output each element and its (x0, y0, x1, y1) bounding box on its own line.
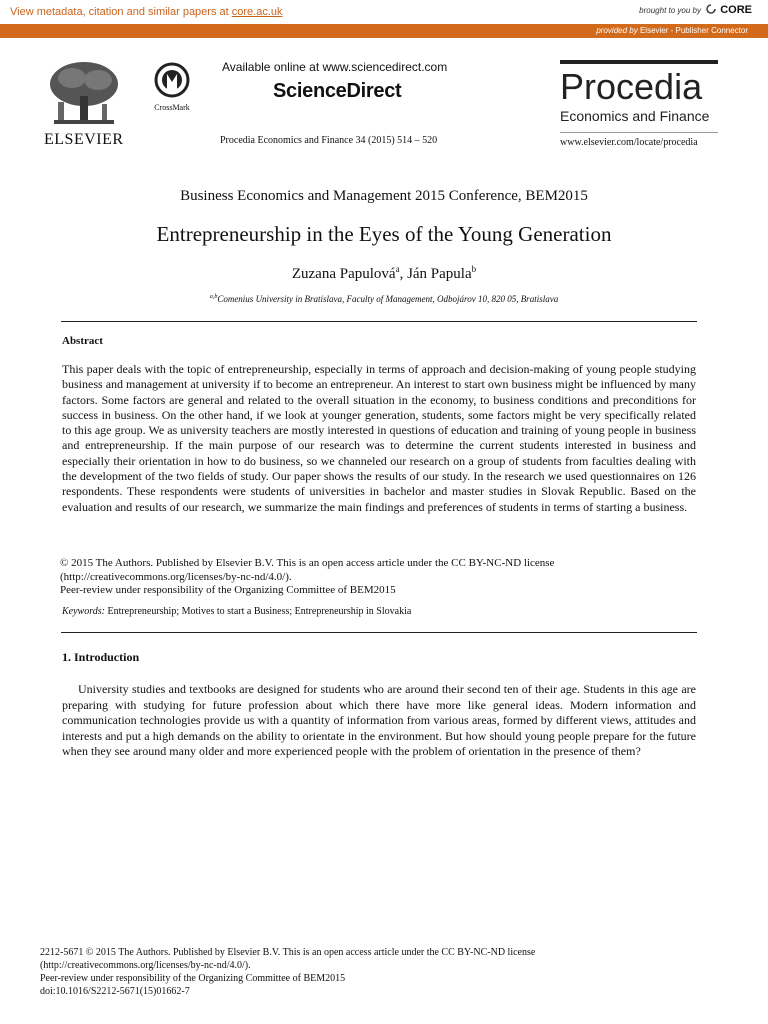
author-list (0, 264, 768, 283)
elsevier-wordmark: ELSEVIER (44, 131, 124, 148)
provider-bar (0, 24, 768, 38)
available-online: Available online at www.sciencedirect.com (222, 60, 448, 74)
crossmark-icon (154, 62, 190, 98)
sciencedirect-logo[interactable]: ScienceDirect (273, 80, 402, 102)
core-banner (0, 0, 768, 25)
procedia-url[interactable]: www.elsevier.com/locate/procedia (560, 137, 698, 148)
core-logo-icon (706, 4, 716, 14)
core-link-text[interactable]: core.ac.uk (231, 6, 283, 18)
divider-bottom (61, 632, 697, 633)
footer-line-3: Peer-review under responsibility of the Organizing Committee of BEM2015 (40, 973, 346, 984)
procedia-logo (560, 60, 720, 148)
conference-name: Business Economics and Management 2015 Conference, BEM2015 (180, 188, 588, 204)
core-link-prefix: View metadata, citation and similar papers at (10, 6, 232, 18)
license-line-3: Peer-review under responsibility of the Organizing Committee of BEM2015 (60, 584, 396, 596)
license-line-2[interactable]: (http://creativecommons.org/licenses/by-nc-nd/4.0/). (60, 570, 292, 583)
procedia-bottom-rule (560, 132, 718, 133)
abstract-heading: Abstract (62, 335, 103, 347)
core-brand-name: CORE (720, 4, 752, 16)
procedia-top-rule (560, 60, 718, 64)
license-line-1: © 2015 The Authors. Published by Elsevier B.V. This is an open access article under the CC BY-NC-ND license (60, 557, 555, 569)
affiliation-sup: a,b (209, 294, 218, 300)
core-brand[interactable] (639, 4, 752, 16)
abstract-text: This paper deals with the topic of entrepreneurship, especially in terms of approach and decision-making of young people studying business and management at university if to become an entrepreneur. An interest to start own business might be influenced by many factors. Some factors are general and related to the overall situation in the economy, to business conditions and preconditions for success in business. On the other hand, if we look at younger generation, students, some factors might be very specifically related to this age group. We as university teachers are mostly interested in questions of education and training of young people in business and entrepreneurship. If the main purpose of our research was to determine the current students interested in business and especially their orientation in how to do business, so we channeled our research on a group of students from faculties dealing with the development of the two fields of study. Our paper shows the results of our study. In the research we used questionnaires on 126 respondents. These respondents were students of universities in bachelor and master studies in Slovak Republic. Based on the evaluation and results of our research, we summarize the main findings and preferences of students in terms of starting a business. (62, 362, 696, 514)
crossmark-badge[interactable] (152, 62, 192, 110)
author-2-sup: b (471, 264, 477, 274)
provider-text (596, 26, 748, 35)
keywords (62, 606, 411, 617)
affiliation-text: Comenius University in Bratislava, Faculty of Management, Odbojárov 10, 820 05, Bratislava (217, 294, 559, 304)
footer-doi[interactable]: doi:10.1016/S2212-5671(15)01662-7 (40, 986, 190, 997)
author-1: Zuzana Papulová (291, 266, 396, 282)
core-brought-text: brought to you by (639, 6, 701, 15)
procedia-subtitle: Economics and Finance (560, 108, 710, 124)
core-metadata-link[interactable] (10, 6, 283, 18)
author-2: Ján Papula (407, 266, 472, 282)
provided-prefix: provided by (596, 26, 638, 35)
procedia-title: Procedia (560, 66, 703, 107)
author-1-sup: a (395, 264, 400, 274)
author-separator: , (399, 266, 408, 282)
page-footer (40, 946, 680, 998)
introduction-text: University studies and textbooks are designed for students who are around their second ten of their age. Students in this age are preparing with studying for future profession about which there have more like general ideas. Modern information and communication technologies provide us with a quantity of information from various areas, formed by different views, attitudes and interests and put a high demands on the ability to orientate in the environment. But how should young people prepare for the future when they see around many older and more experienced people with the problem of orientation in the presence of them? (62, 682, 696, 758)
provider-name: Elsevier - Publisher Connector (639, 26, 748, 35)
abstract-license (60, 557, 700, 598)
divider-top (61, 321, 697, 322)
introduction-heading: 1. Introduction (62, 650, 140, 664)
keywords-list: Entrepreneurship; Motives to start a Business; Entrepreneurship in Slovakia (104, 606, 412, 617)
journal-citation: Procedia Economics and Finance 34 (2015) 514 – 520 (220, 135, 438, 146)
keywords-label: Keywords: (62, 606, 105, 617)
crossmark-label: CrossMark (154, 103, 190, 112)
affiliation (0, 294, 768, 304)
paper-title: Entrepreneurship in the Eyes of the Young Generation (156, 222, 612, 246)
footer-line-1: 2212-5671 © 2015 The Authors. Published by Elsevier B.V. This is an open access article under the CC BY-NC-ND license (40, 947, 536, 958)
footer-line-2[interactable]: (http://creativecommons.org/licenses/by-nc-nd/4.0/). (40, 960, 251, 971)
